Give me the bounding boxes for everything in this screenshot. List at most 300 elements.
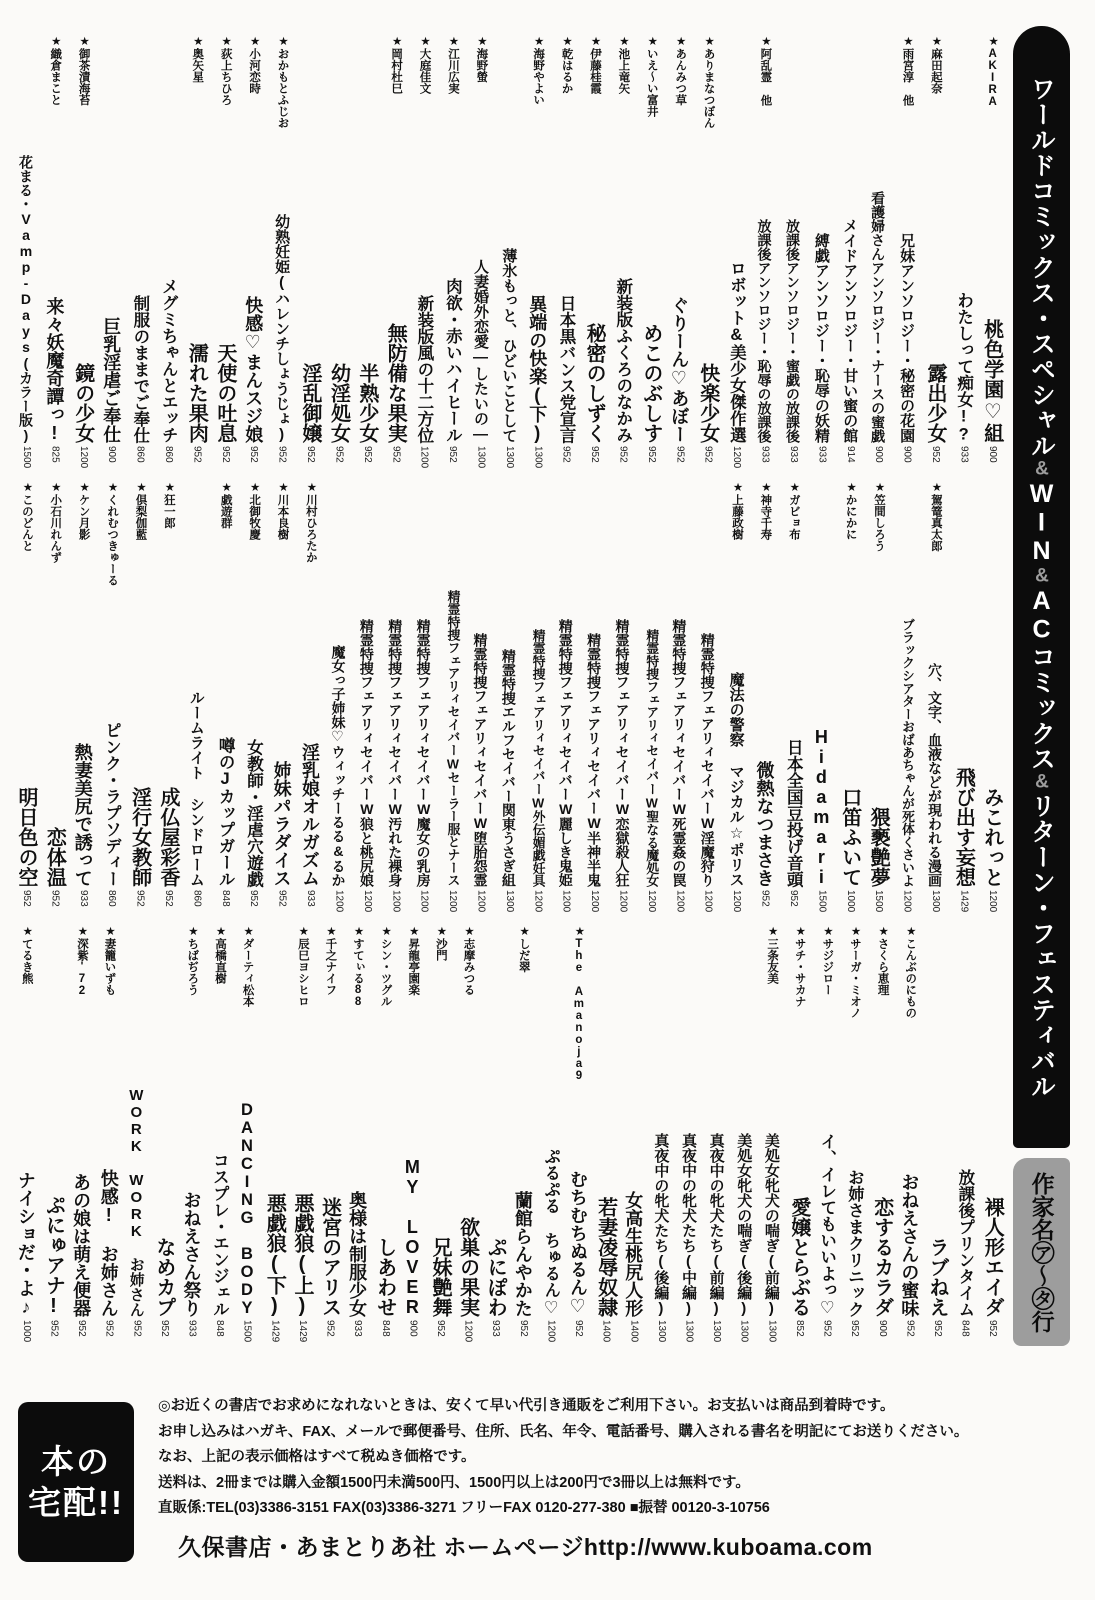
book-column: [481, 924, 509, 1346]
price-label: 952: [849, 1320, 861, 1337]
author-label: ★サーガ・ミオノ: [849, 924, 861, 1019]
price-label: 1000: [844, 890, 856, 913]
series-banner-text: [1029, 76, 1055, 1099]
series-banner-segment: ワールドコミックス・スペシャル: [1027, 75, 1056, 458]
price-label: 952: [248, 446, 260, 463]
mail-order-text-line: お申し込みはハガキ、FAX、メールで郵便番号、住所、氏名、年令、電話番号、購入される書名を明記にてお送りください。: [158, 1423, 969, 1440]
price-label: 952: [390, 446, 402, 463]
author-label: ★沙門: [434, 924, 447, 961]
book-title: ぷるぷる ちゅるん♡: [541, 1148, 560, 1317]
book-column: [892, 34, 920, 472]
author-label: ★江川広実: [446, 34, 459, 94]
book-column: [154, 34, 182, 472]
book-title: ピンク・ラプソディー: [102, 722, 121, 887]
book-column: [978, 34, 1006, 472]
author-label: ★笠間しろう: [873, 480, 886, 552]
book-column: [495, 34, 523, 472]
book-column: [324, 480, 352, 916]
book-column: [722, 34, 750, 472]
book-title: 熱妻美尻で誘って: [72, 743, 93, 887]
price-label: 1400: [628, 1320, 640, 1343]
author-label: ★ありまなつぼん: [702, 34, 715, 129]
price-label: 1300: [475, 446, 487, 469]
book-column: [296, 480, 324, 916]
author-index-tab: [1013, 1158, 1070, 1346]
author-label: ★千之ナイフ: [324, 924, 337, 996]
price-label: 952: [821, 1320, 833, 1337]
book-title: ロボット&美少女傑作選: [727, 260, 746, 443]
book-title: 精霊特捜フェアリィセイバーWセーラー服とナース: [445, 590, 461, 887]
price-label: 952: [163, 890, 175, 907]
book-column: [95, 924, 123, 1346]
price-label: 952: [134, 890, 146, 907]
book-column: [12, 480, 40, 916]
price-label: 900: [876, 1320, 888, 1337]
book-title: 口笛ふいて: [838, 787, 861, 887]
book-column: [125, 480, 153, 916]
book-column: [779, 34, 807, 472]
book-column: [807, 34, 835, 472]
price-label: 952: [674, 446, 686, 463]
book-title: ラブねえ: [925, 1237, 948, 1317]
book-column: [233, 924, 261, 1346]
book-column: [97, 34, 125, 472]
book-title: 穴、文字、血液などが現われる漫画: [926, 663, 943, 887]
price-label: 952: [447, 446, 459, 463]
price-label: 952: [248, 890, 260, 907]
book-title: ぷにゅアナ!: [42, 1195, 65, 1317]
book-title: ナイショだ・よ♪: [15, 1171, 36, 1317]
price-label: 952: [103, 1320, 115, 1337]
price-label: 914: [844, 446, 856, 463]
book-column: [608, 34, 636, 472]
book-title: 幼淫処女: [327, 363, 350, 443]
book-title: 真夜中の牝犬たち(前編): [707, 1133, 725, 1317]
price-label: 1000: [20, 1320, 32, 1343]
book-title: 天使の吐息: [213, 343, 236, 443]
book-column: [150, 924, 178, 1346]
book-column: [750, 34, 778, 472]
book-title: 迷宮のアリス: [318, 1197, 341, 1317]
mail-order-text-line: なお、上記の表示価格はすべて税ぬき価格です。: [158, 1449, 476, 1466]
author-label: ★御茶漬海苔: [77, 34, 90, 106]
book-column: [813, 924, 841, 1346]
price-label: 1500: [873, 890, 885, 913]
book-title: 精霊特捜フェアリィセイバーW恋獄殺人狂: [614, 619, 631, 887]
book-title: 淫乳娘オルガズム: [300, 743, 321, 887]
book-title: ぐりーん♡あぼー: [669, 296, 690, 443]
book-column: [178, 924, 206, 1346]
book-column: [647, 924, 675, 1346]
price-label: 848: [214, 1320, 226, 1337]
price-label: 952: [48, 1320, 60, 1337]
author-label: ★深紫'72: [75, 924, 88, 997]
price-label: 952: [191, 446, 203, 463]
book-title: 精霊特捜フェアリィセイバーW狼と桃尻娘: [358, 619, 375, 887]
catalog-band-bottom: [12, 924, 1006, 1346]
author-label: ★すてぃる88: [352, 924, 365, 1008]
price-label: 1429: [296, 1320, 308, 1343]
price-label: 933: [186, 1320, 198, 1337]
book-title: ブラックシアターおばあちゃんが死体くさいよ: [899, 618, 915, 887]
book-column: [353, 480, 381, 916]
author-label: ★このどんと: [20, 480, 33, 552]
book-column: [267, 480, 295, 916]
book-column: [675, 924, 703, 1346]
book-title: 花まる・Vamp-Days(カラー版): [17, 155, 34, 443]
book-title: 巨乳淫虐ご奉仕: [101, 317, 122, 443]
book-column: [40, 480, 68, 916]
price-label: 1300: [738, 1320, 750, 1343]
book-column: [353, 34, 381, 472]
book-column: [868, 924, 896, 1346]
book-column: [261, 924, 289, 1346]
author-label: ★駕篭真太郎: [929, 480, 942, 552]
book-column: [637, 34, 665, 472]
price-label: 1300: [503, 890, 515, 913]
book-column: [608, 480, 636, 916]
author-label: ★サチ・サカナ: [793, 924, 806, 1007]
price-label: 952: [617, 446, 629, 463]
book-title: 精霊特捜フェアリィセイバーW汚れた裸身: [387, 619, 404, 887]
book-column: [438, 34, 466, 472]
book-title: 飛び出す妄想: [952, 767, 975, 887]
price-label: 1200: [418, 446, 430, 469]
author-label: ★AKIRA: [986, 34, 999, 108]
book-title: 淫行女教師: [128, 787, 151, 887]
author-label: ★しだ翠: [517, 924, 530, 973]
book-title: 薄氷もっと、ひどいことして: [500, 248, 518, 443]
author-label: ★狂一郎: [162, 480, 175, 529]
price-label: 933: [352, 1320, 364, 1337]
price-label: 1200: [361, 890, 373, 913]
book-title: MY LOVER: [402, 1157, 423, 1317]
author-index-label: 作家名㋐〜㋟行: [1028, 1171, 1055, 1333]
book-column: [343, 924, 371, 1346]
book-column: [296, 34, 324, 472]
book-column: [921, 34, 949, 472]
book-column: [949, 34, 977, 472]
author-label: ★サジジロー: [821, 924, 834, 996]
price-label: 860: [191, 890, 203, 907]
price-label: 1200: [418, 890, 430, 913]
book-column: [564, 924, 592, 1346]
price-label: 952: [787, 890, 799, 907]
book-column: [892, 480, 920, 916]
author-label: ★海野やよい: [532, 34, 545, 106]
author-label: ★妻籠いずも: [103, 924, 116, 996]
book-title: あの娘は萌え便器: [71, 1173, 92, 1317]
home-delivery-badge-line: 本の: [41, 1442, 111, 1480]
price-label: 1200: [589, 890, 601, 913]
price-label: 900: [873, 446, 885, 463]
ampersand-separator: &: [1031, 771, 1053, 793]
price-label: 952: [276, 446, 288, 463]
book-column: [316, 924, 344, 1346]
book-title: 噂のJカップガール: [216, 737, 235, 887]
author-label: ★奥矢星: [191, 34, 204, 83]
book-column: [371, 924, 399, 1346]
book-title: 肉欲・赤いハイヒール: [443, 278, 462, 443]
book-title: 女教師・淫虐穴遊戯: [244, 738, 263, 887]
book-column: [951, 924, 979, 1346]
price-label: 900: [986, 446, 998, 463]
price-label: 860: [106, 890, 118, 907]
book-title: おねえさん祭り: [181, 1191, 202, 1317]
book-title: 淫乱御嬢: [299, 363, 322, 443]
publisher-homepage-line: 久保書店・あまとりあ社 ホームページhttp://www.kuboama.com: [178, 1533, 873, 1560]
price-label: 933: [490, 1320, 502, 1337]
book-column: [921, 480, 949, 916]
book-column: [40, 924, 68, 1346]
book-column: [665, 34, 693, 472]
price-label: 1200: [333, 890, 345, 913]
author-label: ★上藤政樹: [731, 480, 743, 540]
book-column: [923, 924, 951, 1346]
book-column: [836, 34, 864, 472]
book-title: 美処女牝犬の喘ぎ(前編): [762, 1133, 780, 1317]
catalog-band-middle: [12, 480, 1006, 916]
book-column: [40, 34, 68, 472]
price-label: 933: [816, 446, 828, 463]
book-column: [381, 480, 409, 916]
book-title: 桃色学園♡組: [980, 319, 1003, 443]
book-title: 微熱なつまさき: [754, 761, 775, 887]
book-column: [154, 480, 182, 916]
author-label: ★雨宮淳 他: [901, 34, 914, 106]
book-column: [182, 480, 210, 916]
author-label: ★ガビョ布: [787, 480, 800, 540]
author-label: ★昇龍亭園楽: [407, 924, 420, 996]
author-label: ★The Amanoja9: [572, 924, 585, 1082]
book-title: 異端の快楽(下): [527, 295, 548, 443]
book-column: [211, 34, 239, 472]
book-title: 精霊特捜フェアリィセイバーW半神半鬼: [586, 633, 603, 887]
price-label: 952: [219, 446, 231, 463]
price-label: 952: [276, 890, 288, 907]
price-label: 952: [589, 446, 601, 463]
price-label: 933: [759, 446, 771, 463]
price-label: 1500: [241, 1320, 253, 1343]
author-label: ★川村ひろたか: [304, 480, 317, 563]
book-column: [619, 924, 647, 1346]
price-label: 1200: [986, 890, 998, 913]
author-label: ★荻上ちひろ: [219, 34, 232, 106]
book-column: [665, 480, 693, 916]
book-title: 縛戯アンソロジー・恥辱の妖精: [812, 233, 830, 443]
price-label: 1300: [655, 1320, 667, 1343]
book-title: 美処女牝犬の喘ぎ(後編): [735, 1133, 753, 1317]
book-title: 幼熟妊姫(ハレンチしょうじょ): [273, 214, 291, 443]
book-title: 精霊特捜エルフセイバー関東うさぎ組: [500, 649, 517, 887]
book-column: [97, 480, 125, 916]
book-title: 悪戯狼(下): [263, 1193, 286, 1317]
price-label: 900: [407, 1320, 419, 1337]
book-title: めこのぶしす: [639, 323, 662, 443]
home-delivery-badge: [18, 1402, 134, 1562]
book-title: なめカプ: [152, 1237, 175, 1317]
book-column: [69, 480, 97, 916]
price-label: 1300: [683, 1320, 695, 1343]
book-column: [896, 924, 924, 1346]
book-title: 精霊特捜フェアリィセイバーW淫魔狩り: [699, 633, 716, 887]
book-title: 精霊特捜フェアリィセイバーW外伝媚戯妊具: [530, 628, 546, 887]
book-title: 裸人形エイダ: [981, 1197, 1004, 1317]
book-column: [949, 480, 977, 916]
book-column: [324, 34, 352, 472]
book-title: DANCING BODY: [237, 1101, 256, 1317]
book-column: [409, 480, 437, 916]
book-column: [69, 34, 97, 472]
price-label: 933: [787, 446, 799, 463]
author-label: ★あんみつ草: [674, 34, 687, 106]
price-label: 900: [106, 446, 118, 463]
book-title: ルームライト シンドローム: [187, 690, 205, 887]
book-title: わたしって痴女!?: [954, 291, 973, 443]
book-column: [750, 480, 778, 916]
author-label: ★辰巳ヨシヒロ: [296, 924, 309, 1007]
author-label: ★神寺千寿: [759, 480, 772, 540]
book-title: 愛嬢とらぶる: [787, 1197, 810, 1317]
book-column: [205, 924, 233, 1346]
book-column: [523, 480, 551, 916]
author-label: ★こんぶのにもの: [904, 924, 917, 1019]
price-label: 1200: [475, 890, 487, 913]
book-title: ぷにぽわ: [484, 1237, 507, 1317]
price-label: 952: [158, 1320, 170, 1337]
price-label: 860: [163, 446, 175, 463]
price-label: 1429: [269, 1320, 281, 1343]
book-title: 女高生桃尻人形: [623, 1191, 644, 1317]
book-column: [509, 924, 537, 1346]
price-label: 1200: [532, 890, 544, 913]
price-label: 1200: [390, 890, 402, 913]
author-label: ★小河恋時: [248, 34, 261, 94]
price-label: 933: [958, 446, 970, 463]
book-title: 放課後アンソロジー・恥辱の放課後: [756, 219, 773, 443]
book-title: 日本全国豆投げ音頭: [784, 738, 803, 887]
price-label: 952: [435, 1320, 446, 1337]
book-column: [758, 924, 786, 1346]
series-banner-segment: ACコミックス: [1027, 586, 1056, 771]
price-label: 1200: [617, 890, 629, 913]
series-banner-segment: リターン・フェスティバル: [1027, 792, 1056, 1099]
price-label: 1400: [600, 1320, 612, 1343]
book-column: [409, 34, 437, 472]
price-label: 952: [929, 446, 941, 463]
book-title: 兄妹アンソロジー・秘密の花園: [898, 233, 916, 443]
author-label: ★てるき熊: [20, 924, 33, 984]
author-label: ★岡村杜巳: [390, 34, 403, 94]
book-column: [722, 480, 750, 916]
book-title: 真夜中の牝犬たち(後編): [652, 1133, 670, 1317]
book-title: 看護婦さんアンソロジー・ナースの蜜戯: [870, 191, 887, 443]
price-label: 1200: [731, 446, 743, 469]
author-label: ★小石川れんず: [49, 480, 62, 563]
mail-order-text: [158, 1392, 1080, 1522]
book-title: 兄妹艶舞: [429, 1237, 451, 1317]
author-label: ★志摩みつる: [462, 924, 475, 996]
book-title: 猥褻艶夢: [867, 807, 890, 887]
book-title: 恋体温: [43, 827, 66, 887]
price-label: 852: [793, 1320, 805, 1337]
book-title: 人妻婚外恋愛―したいの―: [471, 259, 489, 443]
price-label: 900: [901, 446, 913, 463]
price-label: 1300: [766, 1320, 778, 1343]
book-title: 精霊特捜フェアリィセイバーW麗しき鬼姫: [557, 619, 574, 887]
price-label: 1300: [929, 890, 941, 913]
book-title: 魔法の警察 マジカル☆ポリス: [727, 672, 745, 887]
price-label: 1200: [447, 890, 459, 913]
price-label: 1300: [503, 446, 515, 469]
book-column: [182, 34, 210, 472]
author-label: ★ケン月影: [77, 480, 90, 540]
book-column: [807, 480, 835, 916]
price-label: 952: [645, 446, 657, 463]
book-title: 恋するカラダ: [870, 1197, 893, 1317]
book-title: 精霊特捜フェアリィセイバーW聖なる魔処女: [644, 628, 660, 887]
book-column: [125, 34, 153, 472]
price-label: 1500: [20, 446, 32, 469]
book-column: [730, 924, 758, 1346]
book-title: WORK WORK お姉さん: [127, 1087, 145, 1317]
book-column: [466, 34, 494, 472]
book-column: [637, 480, 665, 916]
book-title: 若妻凌辱奴隷: [594, 1197, 617, 1317]
book-column: [580, 480, 608, 916]
book-column: [694, 34, 722, 472]
price-label: 952: [131, 1320, 143, 1337]
book-column: [211, 480, 239, 916]
price-label: 952: [20, 890, 32, 907]
book-column: [438, 480, 466, 916]
book-column: [239, 480, 267, 916]
author-label: ★川本良樹: [276, 480, 289, 540]
book-column: [552, 34, 580, 472]
book-title: みこれっと: [980, 787, 1003, 887]
price-label: 1200: [560, 890, 572, 913]
price-label: 952: [361, 446, 373, 463]
price-label: 952: [305, 446, 317, 463]
book-column: [840, 924, 868, 1346]
book-column: [978, 924, 1006, 1346]
book-title: コスプレ・エンジェル: [210, 1152, 229, 1317]
book-title: 日本黒バンス党宣言: [556, 294, 575, 443]
author-label: ★くれむつきゅーる: [106, 480, 119, 586]
book-title: 快感! お姉さん: [98, 1169, 119, 1317]
book-title: 露出少女: [923, 363, 946, 443]
mail-order-text-line: 送料は、2冊までは購入金額1500円未満500円、1500円以上は200円で3冊以上は無料です。: [158, 1474, 750, 1491]
book-title: 放課後プリンタイム: [955, 1168, 974, 1317]
price-label: 952: [560, 446, 572, 463]
book-title: 蘭館らんやかた: [512, 1191, 533, 1317]
author-label: ★高橋直樹: [213, 924, 226, 984]
author-label: ★いえ〜い富井: [645, 34, 658, 117]
book-title: Hidamari: [811, 727, 832, 887]
book-column: [785, 924, 813, 1346]
price-label: 1200: [645, 890, 657, 913]
price-label: 1200: [901, 890, 913, 913]
book-column: [466, 480, 494, 916]
price-label: 1500: [816, 890, 828, 913]
series-banner: [1013, 26, 1070, 1148]
catalog-band-top: [12, 34, 1006, 472]
book-title: 真夜中の牝犬たち(中編): [679, 1133, 697, 1317]
author-label: ★海野螢: [475, 34, 488, 83]
mail-order-text-line: ◎お近くの書店でお求めになれないときは、安くて早い代引き通販をご利用下さい。お支払いは商品到着時です。: [158, 1398, 895, 1414]
book-column: [381, 34, 409, 472]
book-title: 精霊特捜フェアリィセイバーW魔女の乳房: [415, 619, 432, 887]
